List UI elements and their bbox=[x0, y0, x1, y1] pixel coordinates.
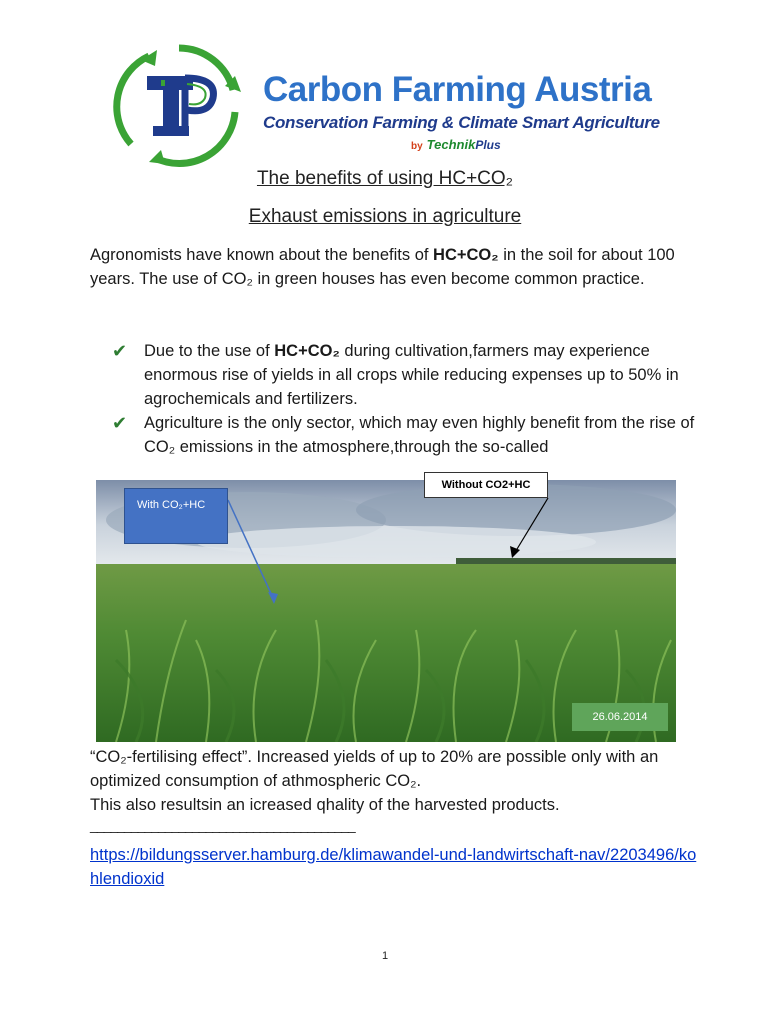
bullet-bold-term: HC+CO₂ bbox=[274, 342, 340, 360]
photo-date-badge: 26.06.2014 bbox=[572, 703, 668, 731]
bullet-text-pre: Due to the use of bbox=[144, 342, 275, 360]
benefit-list bbox=[108, 339, 708, 459]
title-line-2: Exhaust emissions in agriculture bbox=[248, 206, 522, 227]
intro-text-1: Agronomists have known about the benefits of bbox=[90, 246, 434, 264]
header bbox=[105, 40, 705, 170]
checkmark-icon: ✔ bbox=[112, 341, 128, 361]
continuation-paragraph bbox=[90, 745, 710, 817]
brand-by-line bbox=[411, 137, 501, 152]
list-item bbox=[108, 339, 708, 411]
page-number: 1 bbox=[381, 950, 389, 962]
source-link[interactable]: https://bildungsserver.hamburg.de/klimawandel-und-landwirtschaft-nav/2203496/kohlendioxid bbox=[90, 846, 697, 888]
checkmark-icon: ✔ bbox=[112, 413, 128, 433]
brand-title: Carbon Farming Austria bbox=[263, 70, 652, 109]
company-name: Technik bbox=[426, 137, 476, 152]
bullet-text-pre: Agriculture is the only sector, which may even highly benefit from the rise of CO₂ emissions in the atmosphere,through the so-called bbox=[144, 414, 695, 456]
continuation-text-1: “CO₂-fertilising effect”. Increased yields of up to 20% are possible only with an optimized consumption of athmospheric CO₂. bbox=[90, 748, 659, 790]
brand-subtitle: Conservation Farming & Climate Smart Agriculture bbox=[263, 113, 660, 132]
continuation-text-2: This also resultsin an icreased qhality of the harvested products. bbox=[90, 796, 560, 814]
carbon-farming-logo bbox=[105, 40, 253, 168]
intro-text-2: in the soil for about 100 years. The use of CO₂ in green houses has even become common practice. bbox=[90, 246, 675, 288]
intro-bold-term: HC+CO₂ bbox=[433, 246, 499, 264]
callout-without-co2: Without CO2+HC bbox=[424, 472, 548, 498]
field-photo-figure bbox=[96, 470, 676, 745]
by-label: by bbox=[411, 141, 423, 152]
bullet-text-post: during cultivation,farmers may experience enormous rise of yields in all crops while reducing expenses up to 50% in agrochemicals and fertilizers. bbox=[144, 342, 679, 408]
company-suffix: Plus bbox=[475, 138, 501, 152]
intro-paragraph bbox=[90, 243, 710, 291]
list-item bbox=[108, 411, 708, 459]
title-line-1: The benefits of using HC+CO₂ bbox=[256, 168, 514, 189]
separator-line: _______________________________________ bbox=[90, 817, 355, 833]
callout-with-co2: With CO₂+HC bbox=[124, 488, 228, 544]
